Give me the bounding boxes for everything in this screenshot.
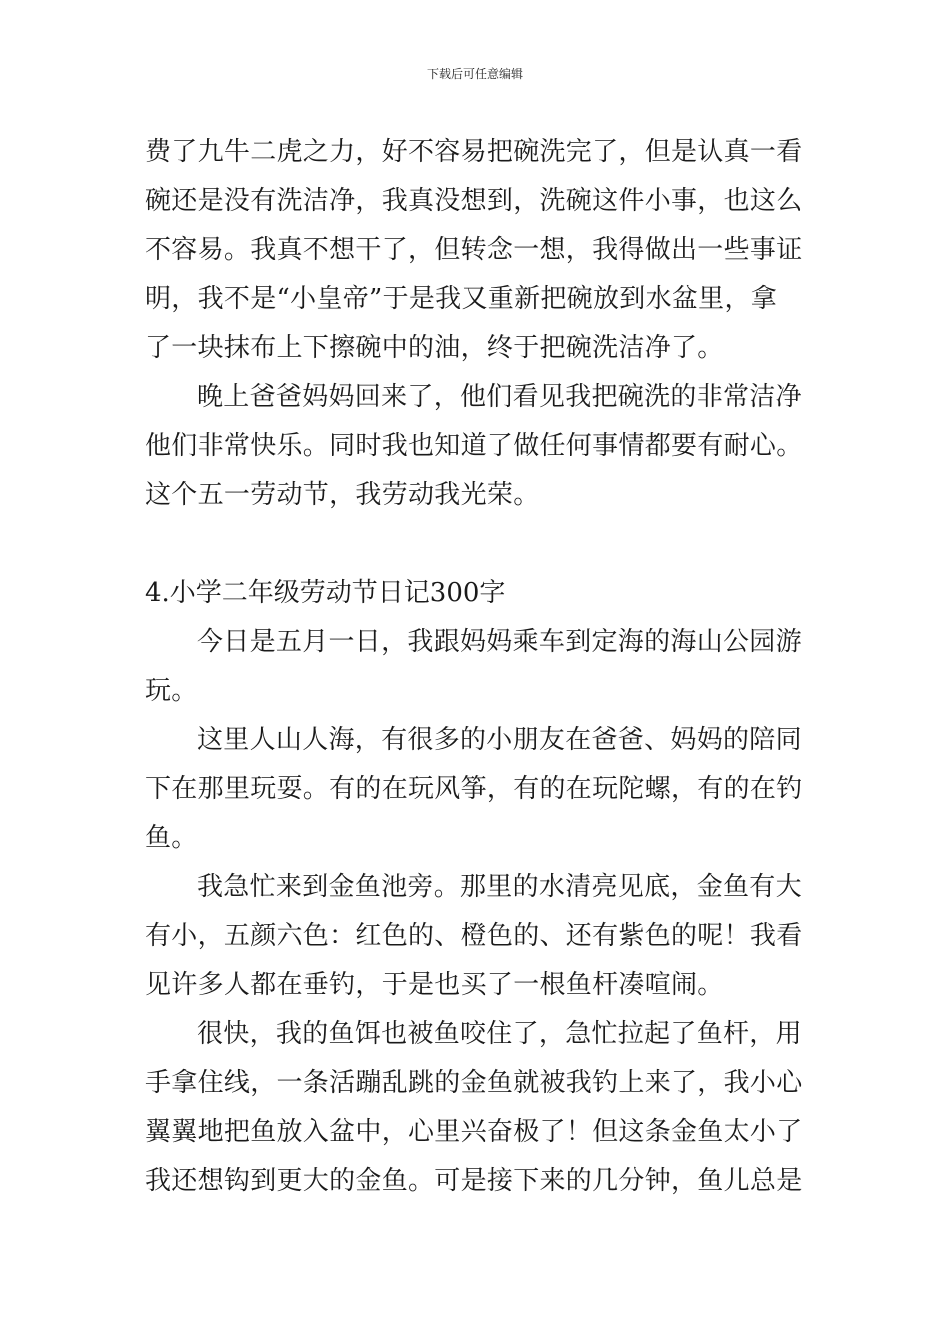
document-body (145, 128, 811, 1206)
text-line: 玩。 (145, 676, 198, 706)
text-line: 晚上爸爸妈妈回来了，他们看见我把碗洗的非常洁净 (197, 382, 802, 412)
paragraph-4 (145, 716, 811, 863)
text-line: 我急忙来到金鱼池旁。那里的水清亮见底，金鱼有大 (197, 872, 802, 902)
text-line: 这个五一劳动节，我劳动我光荣。 (145, 480, 540, 510)
paragraph-3 (145, 618, 811, 716)
page-header: 下载后可任意编辑 (426, 67, 523, 81)
text-line: 费了九牛二虎之力，好不容易把碗洗完了，但是认真一看 (145, 137, 803, 167)
paragraph-2 (145, 373, 811, 520)
text-line: 了一块抹布上下擦碗中的油，终于把碗洗洁净了。 (145, 333, 724, 363)
text-line: 见许多人都在垂钓，于是也买了一根鱼杆凑喧闹。 (145, 970, 724, 1000)
text-line: 明，我不是“小皇帝”于是我又重新把碗放到水盆里，拿 (145, 284, 778, 314)
paragraph-gap (145, 520, 811, 569)
text-line: 碗还是没有洗洁净，我真没想到，洗碗这件小事，也这么 (145, 186, 803, 216)
text-line: 翼翼地把鱼放入盆中，心里兴奋极了！但这条金鱼太小了 (145, 1117, 803, 1147)
text-line: 今日是五月一日，我跟妈妈乘车到定海的海山公园游 (197, 627, 802, 657)
text-line: 我还想钩到更大的金鱼。可是接下来的几分钟，鱼儿总是 (145, 1166, 803, 1196)
paragraph-1 (145, 128, 811, 373)
text-line: 手拿住线，一条活蹦乱跳的金鱼就被我钓上来了，我小心 (145, 1068, 803, 1098)
paragraph-5 (145, 863, 811, 1010)
text-line: 有小，五颜六色：红色的、橙色的、还有紫色的呢！我看 (145, 921, 803, 951)
paragraph-6 (145, 1010, 811, 1206)
text-line: 不容易。我真不想干了，但转念一想，我得做出一些事证 (145, 235, 803, 265)
text-line: 下在那里玩耍。有的在玩风筝，有的在玩陀螺，有的在钓 (145, 774, 803, 804)
text-line: 他们非常快乐。同时我也知道了做任何事情都要有耐心。 (145, 431, 803, 461)
text-line: 鱼。 (145, 823, 198, 853)
text-line: 这里人山人海，有很多的小朋友在爸爸、妈妈的陪同 (197, 725, 802, 755)
text-line: 很快，我的鱼饵也被鱼咬住了，急忙拉起了鱼杆，用 (197, 1019, 802, 1049)
section-heading: 4.小学二年级劳动节日记300字 (145, 578, 506, 608)
